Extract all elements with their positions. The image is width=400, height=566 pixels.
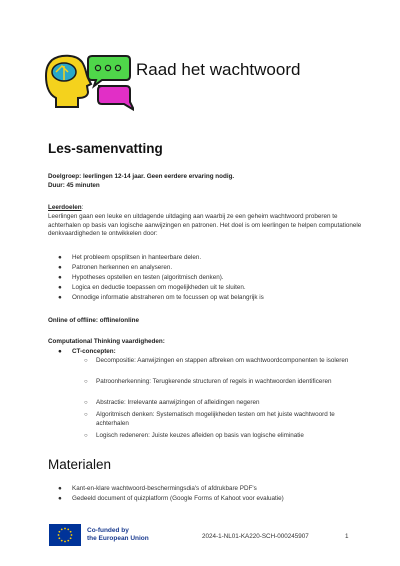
ct-concept-text: Logisch redeneren: Juiste keuzes afleiden op basis van logische eliminatie [96, 432, 304, 439]
ct-concept-text: Algoritmisch denken: Systematisch mogelijkheden testen om het juiste wachtwoord te achterhalen [96, 411, 335, 427]
eu-label-line2: the European Union [87, 535, 149, 543]
eu-label-line1: Co-funded by [87, 527, 129, 534]
ct-concept-text: Patroonherkenning: Terugkerende structuren of regels in wachtwoorden identificeren [96, 378, 332, 385]
star-icon [58, 531, 60, 533]
ct-concept-text: Abstractie: Irrelevante aanwijzingen of afleidingen negeren [96, 399, 260, 406]
ct-concepts-label: CT-concepten: [72, 348, 116, 355]
goal-text: Het probleem opsplitsen in hanteerbare delen. [72, 254, 202, 261]
star-icon [64, 528, 66, 530]
bullet-icon: ● [58, 348, 62, 355]
star-icon [70, 537, 72, 539]
sub-bullet-icon: ○ [84, 412, 88, 418]
bullet-icon: ● [58, 294, 62, 301]
sub-bullet-icon: ○ [84, 379, 88, 385]
goal-text: Onnodige informatie abstraheren om te focussen op wat belangrijk is [72, 294, 264, 301]
star-icon [67, 540, 69, 542]
ellipsis-dot [95, 65, 100, 70]
goals-label-colon: : [81, 204, 84, 211]
material-text: Gedeeld document of quizplatform (Google Forms of Kahoot voor evaluatie) [72, 495, 284, 502]
speech-bubble-icon [98, 86, 134, 110]
goals-intro: Leerlingen gaan een leuke en uitdagende uitdaging aan waarbij ze een geheim wachtwoord proberen te achterhalen op basis van logische aanwijzingen en patronen. Het doel is om leerlingen te helpen computationele denkvaardigheden te ontwikkelen door: [48, 213, 362, 238]
ellipsis-dot [115, 65, 120, 70]
bullet-icon: ● [58, 495, 62, 502]
star-icon [64, 541, 66, 543]
summary-heading: Les-samenvatting [48, 141, 163, 156]
material-text: Kant-en-klare wachtwoord-beschermingsdia's of afdrukbare PDF's [72, 485, 257, 492]
target-group-value: leerlingen 12-14 jaar. Geen eerdere ervaring nodig. [82, 173, 235, 180]
star-icon [70, 531, 72, 533]
page-number: 1 [345, 533, 349, 540]
star-icon [61, 528, 63, 530]
target-group-label: Doelgroep: [48, 173, 82, 180]
bullet-icon: ● [58, 254, 62, 261]
page-title: Raad het wachtwoord [136, 60, 301, 79]
flag-background [49, 524, 81, 546]
duration: Duur: 45 minuten [48, 182, 100, 189]
ellipsis-dot [105, 65, 110, 70]
ct-heading: Computational Thinking vaardigheden: [48, 338, 165, 345]
sub-bullet-icon: ○ [84, 433, 88, 439]
star-icon [67, 528, 69, 530]
goals-label: Leerdoelen [48, 204, 82, 211]
star-icon [58, 537, 60, 539]
goal-text: Logica en deductie toepassen om mogelijkheden uit te sluiten. [72, 284, 246, 291]
bullet-icon: ● [58, 284, 62, 291]
eu-flag-icon [49, 524, 81, 546]
goal-text: Patronen herkennen en analyseren. [72, 264, 173, 271]
bullet-icon: ● [58, 264, 62, 271]
sub-bullet-icon: ○ [84, 358, 88, 364]
materials-heading: Materialen [48, 457, 112, 472]
star-icon [71, 534, 73, 536]
goal-text: Hypotheses opstellen en testen (algoritmisch denken). [72, 274, 224, 281]
sub-bullet-icon: ○ [84, 400, 88, 406]
star-icon [61, 540, 63, 542]
bullet-icon: ● [58, 274, 62, 281]
ct-concept-text: Decompositie: Aanwijzingen en stappen afbreken om wachtwoordcomponenten te isoleren [96, 357, 349, 364]
brain-speech-logo [42, 52, 134, 112]
project-code: 2024-1-NL01-KA220-SCH-000245907 [202, 533, 309, 540]
eu-cofunded-label [87, 527, 149, 543]
target-group-line [48, 173, 234, 182]
mode-line: Online of offline: offline/online [48, 317, 139, 324]
star-icon [58, 534, 60, 536]
goals-label-line [48, 204, 83, 213]
bullet-icon: ● [58, 485, 62, 492]
